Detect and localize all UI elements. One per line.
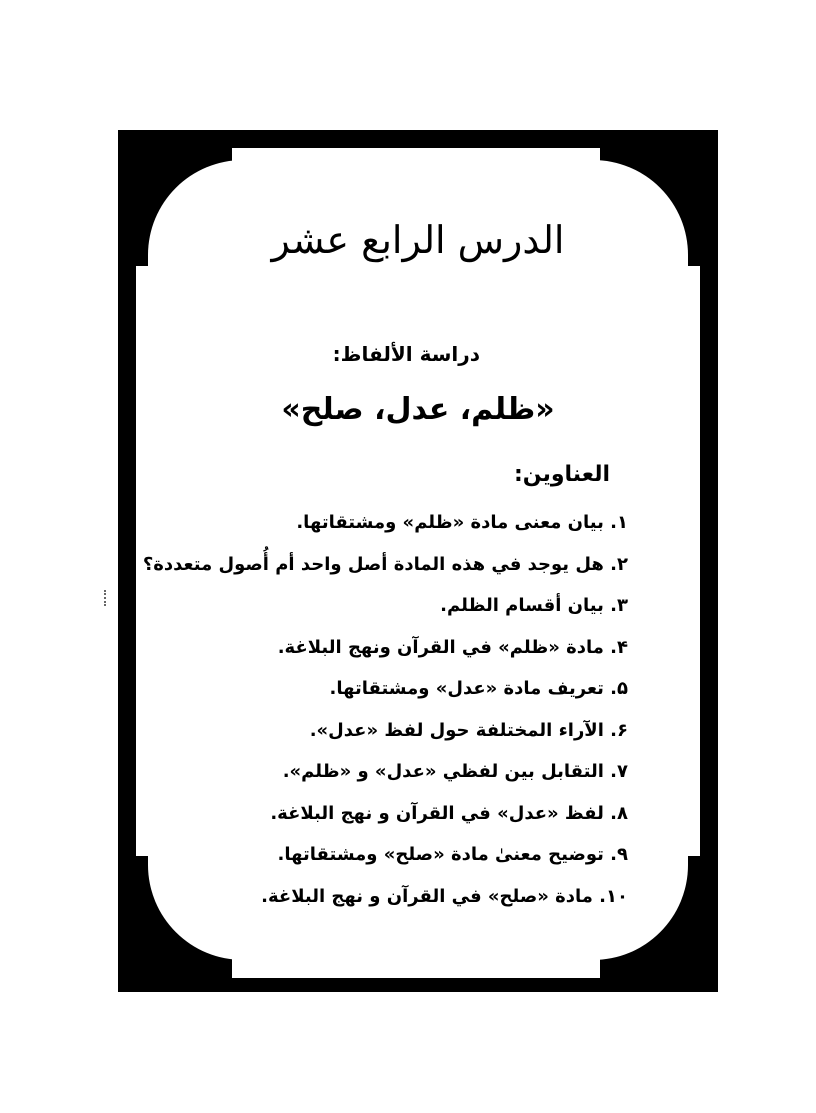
page-content xyxy=(142,160,688,960)
headings-label: العناوين: xyxy=(514,462,610,487)
topic-list xyxy=(142,508,628,923)
topic-item-7: ٧. التقابل بين لفظي «عدل» و «ظلم». xyxy=(282,761,628,782)
scan-margin-mark xyxy=(104,590,110,606)
studied-words: «ظلم، عدل، صلح» xyxy=(281,392,555,427)
topic-item-5: ۵. تعريف مادة «عدل» ومشتقاتها. xyxy=(329,678,628,699)
topic-item-8: ٨. لفظ «عدل» في القرآن و نهج البلاغة. xyxy=(270,802,628,824)
topic-item-1: ١. بيان معنى مادة «ظلم» ومشتقاتها. xyxy=(296,512,628,533)
topic-item-2: ٢. هل يوجد في هذه المادة أصل واحد أم أُصول متعددة؟ xyxy=(142,553,628,575)
lesson-title: الدرس الرابع عشر xyxy=(271,218,565,262)
topic-item-10: ١٠. مادة «صلح» في القرآن و نهج البلاغة. xyxy=(261,885,628,907)
study-label: دراسة الألفاظ: xyxy=(332,342,480,366)
topic-item-9: ٩. توضيح معنیٰ مادة «صلح» ومشتقاتها. xyxy=(277,844,628,865)
topic-item-3: ٣. بيان أقسام الظلم. xyxy=(440,595,628,616)
topic-item-4: ۴. مادة «ظلم» في القرآن ونهج البلاغة. xyxy=(277,636,628,658)
topic-item-6: ۶. الآراء المختلفة حول لفظ «عدل». xyxy=(309,719,628,741)
